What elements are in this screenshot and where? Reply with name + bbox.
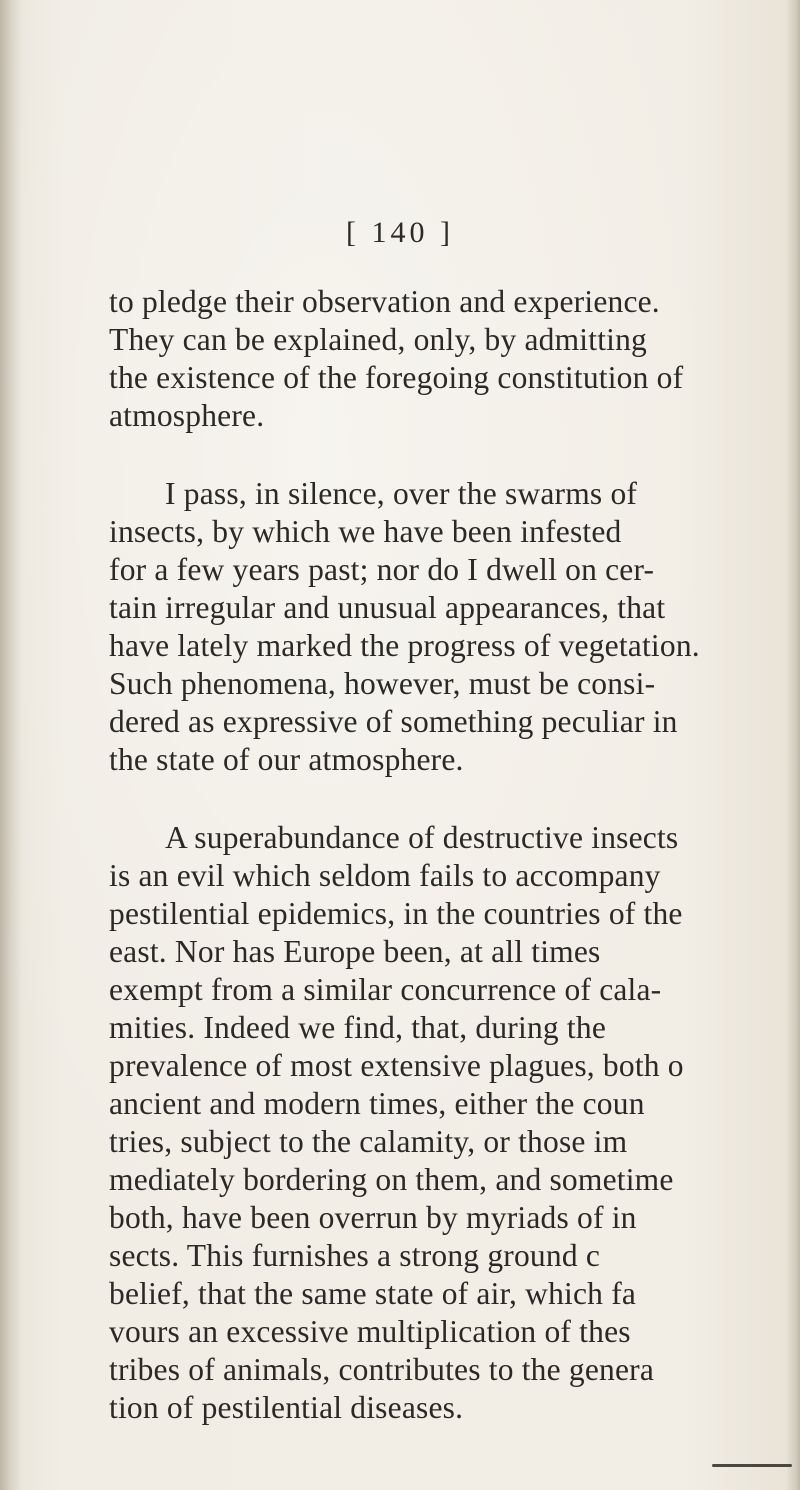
body-text <box>109 283 785 1427</box>
bottom-edge-mark <box>712 1464 792 1467</box>
text-line: atmosphere. <box>109 398 265 433</box>
text-line: A superabundance of destructive insects <box>165 820 679 855</box>
text-line: ancient and modern times, either the coun <box>109 1086 645 1121</box>
page-number: [ 140 ] <box>346 216 454 249</box>
text-line: belief, that the same state of air, which fa <box>109 1276 637 1311</box>
text-line: Such phenomena, however, must be consi- <box>109 666 656 701</box>
text-line: east. Nor has Europe been, at all times <box>109 934 601 969</box>
text-line: tries, subject to the calamity, or those im <box>109 1124 628 1159</box>
text-line: They can be explained, only, by admitting <box>109 322 648 357</box>
text-line: dered as expressive of something peculiar in <box>109 704 678 739</box>
text-line: pestilential epidemics, in the countries of the <box>109 896 683 931</box>
text-line: sects. This furnishes a strong ground c <box>109 1238 601 1273</box>
text-line: to pledge their observation and experience. <box>109 284 660 319</box>
paragraph-2 <box>109 475 785 779</box>
text-line: tion of pestilential diseases. <box>109 1390 464 1425</box>
text-line: insects, by which we have been infested <box>109 514 622 549</box>
text-line: prevalence of most extensive plagues, both o <box>109 1048 684 1083</box>
text-line: mities. Indeed we find, that, during the <box>109 1010 607 1045</box>
text-line: both, have been overrun by myriads of in <box>109 1200 637 1235</box>
text-line: the state of our atmosphere. <box>109 742 464 777</box>
text-line: the existence of the foregoing constitution of <box>109 360 684 395</box>
text-line: exempt from a similar concurrence of cala- <box>109 972 662 1007</box>
text-line: tribes of animals, contributes to the genera <box>109 1352 655 1387</box>
paragraph-1 <box>109 283 785 435</box>
text-line: is an evil which seldom fails to accompany <box>109 858 661 893</box>
text-line: have lately marked the progress of vegetation. <box>109 628 700 663</box>
text-line: vours an excessive multiplication of thes <box>109 1314 631 1349</box>
paragraph-3 <box>109 819 785 1427</box>
text-line: mediately bordering on them, and sometime <box>109 1162 674 1197</box>
text-line: tain irregular and unusual appearances, that <box>109 590 666 625</box>
text-line: I pass, in silence, over the swarms of <box>165 476 638 511</box>
text-line: for a few years past; nor do I dwell on cer- <box>109 552 655 587</box>
